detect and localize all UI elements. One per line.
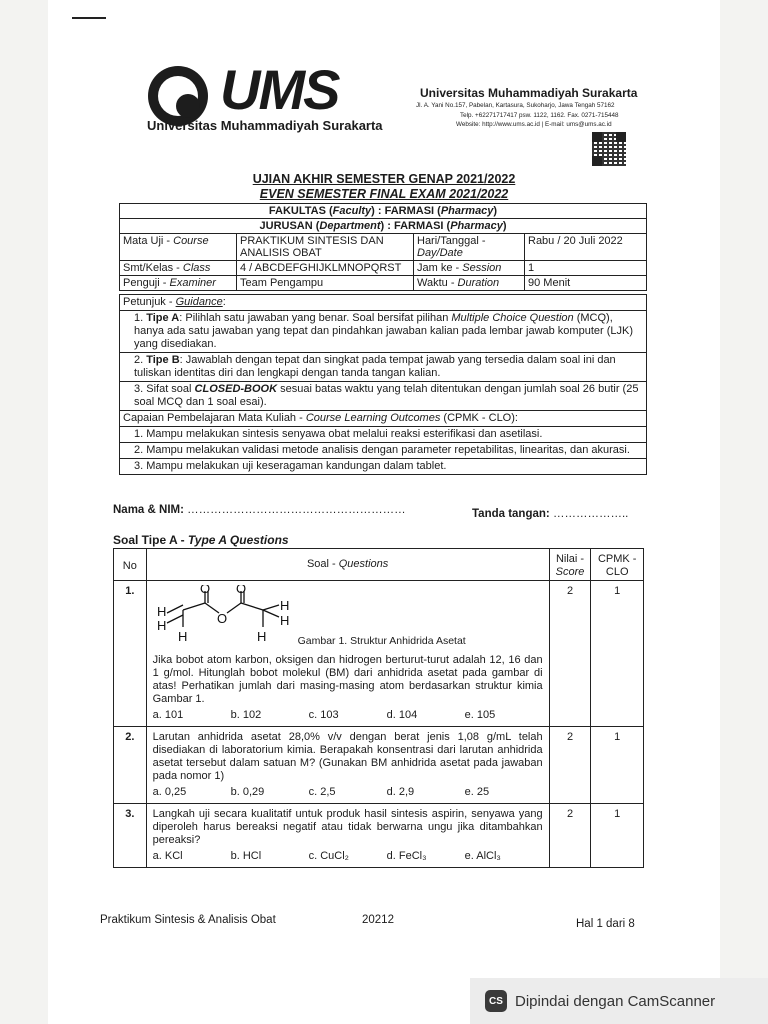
exam-title: UJIAN AKHIR SEMESTER GENAP 2021/2022 [252, 172, 516, 186]
question-row: 2. Larutan anhidrida asetat 28,0% v/v dengan berat jenis 1,08 g/mL telah disediakan di laboratorium kimia. Berapakah konsentrasi dari larutan anhidrida asetat tersebut dalam satuan M? (Gunakan BM anhidrida asetat pada jawaban pada nomor 1) a. 0,25 b. 0,29 c. 2,5 d. 2,9 e. 25 2 1 [114, 727, 644, 804]
name-nim-field[interactable]: Nama & NIM: ………………………………………………… [113, 504, 406, 516]
guidance-item-2: 2. Tipe B: Jawablah dengan tepat dan singkat pada tempat jawab yang tersedia dalam soal ini dan tuliskan identitas diri dan lengkapi dengan tanda tangan kalian. [120, 353, 647, 382]
guidance-label: Petunjuk - Guidance: [120, 295, 647, 311]
phone: Telp. +62271717417 psw. 1122, 1162. Fax. 0271-715448 [460, 112, 619, 119]
session-label: Jam ke - Session [414, 261, 525, 276]
svg-text:H: H [279, 613, 290, 628]
question-row: 1. H H H O O O H H H Gambar 1. Struktur Anhidrida Asetat Jika bobot atom karbon, oksigen dan hidrogen berturut-turut adalah 12, 16 dan 1 g/mol. Hitunglah bobot molekul (BM) dari anhidrida asetat pada gambar di atas! Perhatikan jumlah dari masing-masing atom berdasarkan struktur kimia Gambar 1. a. 101 b. 102 c. 103 d. 104 e. 105 2 1 [114, 581, 644, 727]
option-d[interactable]: d. FeCl₃ [386, 850, 427, 862]
signature-field[interactable]: Tanda tangan: ……………….. [472, 508, 629, 520]
logo-subtitle: Universitas Muhammadiyah Surakarta [147, 118, 383, 133]
clo-item-2: 2. Mampu melakukan validasi metode analisis dengan parameter repetabilitas, linearitas, dan akurasi. [120, 443, 647, 459]
date-label: Hari/Tanggal - Day/Date [414, 234, 525, 261]
svg-text:H: H [156, 618, 167, 633]
exam-title-en: EVEN SEMESTER FINAL EXAM 2021/2022 [259, 187, 509, 201]
question-row: 3. Langkah uji secara kualitatif untuk produk hasil sintesis aspirin, senyawa yang diperoleh harus bereaksi negatif atau tidak berwarna ungu jika ditambahkan pereaksi? a. KCl b. HCl c. CuCl₂ d. FeCl₃ e. AlCl₃ 2 1 [114, 804, 644, 868]
department-row: JURUSAN (Department) : FARMASI (Pharmacy) [120, 219, 647, 234]
footer-course: Praktikum Sintesis & Analisis Obat [100, 914, 276, 926]
figure-caption: Gambar 1. Struktur Anhidrida Asetat [297, 635, 466, 647]
score-cell: 2 [549, 804, 591, 868]
camscanner-icon: CS [485, 990, 507, 1012]
university-seal-icon [148, 66, 208, 126]
svg-text:O: O [216, 611, 227, 626]
question-text: Jika bobot atom karbon, oksigen dan hidrogen berturut-turut adalah 12, 16 dan 1 g/mol. Hitunglah bobot molekul (BM) dari anhidrida asetat pada gambar di atas! Perhatikan jumlah dari masing-masing atom berdasarkan struktur kimia Gambar 1. [152, 654, 543, 705]
score-cell: 2 [549, 727, 591, 804]
answer-options [153, 786, 543, 799]
acetic-anhydride-structure [153, 585, 303, 647]
address: Jl. A. Yani No.157, Pabelan, Kartasura, Sukoharjo, Jawa Tengah 57162 [416, 102, 615, 109]
guidance-item-3: 3. Sifat soal CLOSED-BOOK sesuai batas waktu yang telah ditentukan dengan jumlah soal 26 butir (25 soal MCQ dan 1 soal esai). [120, 382, 647, 411]
col-no: No [114, 549, 147, 581]
option-b[interactable]: b. 0,29 [230, 786, 265, 798]
question-text: Larutan anhidrida asetat 28,0% v/v dengan berat jenis 1,08 g/mL telah disediakan di laboratorium kimia. Berapakah konsentrasi dari larutan anhidrida asetat tersebut dalam satuan M? (Gunakan BM anhidrida asetat pada jawaban pada nomor 1) [152, 731, 543, 782]
svg-text:O: O [235, 585, 246, 596]
faculty-row: FAKULTAS (Faculty) : FARMASI (Pharmacy) [120, 204, 647, 219]
class-value: 4 / ABCDEFGHIJKLMNOPQRST [237, 261, 414, 276]
duration-value: 90 Menit [525, 276, 647, 291]
guidance-item-1: 1. Tipe A: Pilihlah satu jawaban yang benar. Soal bersifat pilihan Multiple Choice Question (MCQ), hanya ada satu jawaban yang tepat dan pindahkan jawaban kalian pada lembar jawab komputer (LJK) yang disediakan. [120, 311, 647, 353]
university-name: Universitas Muhammadiyah Surakarta [420, 86, 638, 100]
footer-page: Hal 1 dari 8 [576, 918, 635, 930]
clo-cell: 1 [591, 804, 644, 868]
svg-text:H: H [279, 598, 290, 613]
question-text: Langkah uji secara kualitatif untuk produk hasil sintesis aspirin, senyawa yang diperoleh harus bereaksi negatif atau tidak berwarna ungu jika ditambahkan pereaksi? [152, 808, 543, 846]
course-value: PRAKTIKUM SINTESIS DAN ANALISIS OBAT [237, 234, 414, 261]
option-a[interactable]: a. 0,25 [152, 786, 187, 798]
col-score: Nilai - Score [549, 549, 591, 581]
footer-code: 20212 [362, 914, 394, 926]
clo-cell: 1 [591, 581, 644, 727]
scan-mark [72, 17, 106, 19]
date-value: Rabu / 20 Juli 2022 [525, 234, 647, 261]
option-c[interactable]: c. 2,5 [308, 786, 336, 798]
option-a[interactable]: a. KCl [152, 850, 183, 862]
option-c[interactable]: c. CuCl₂ [308, 850, 349, 862]
clo-label: Capaian Pembelajaran Mata Kuliah - Course Learning Outcomes (CPMK - CLO): [120, 411, 647, 427]
option-b[interactable]: b. HCl [230, 850, 262, 862]
answer-options [153, 850, 543, 863]
option-e[interactable]: e. AlCl₃ [464, 850, 501, 862]
col-clo: CPMK - CLO [591, 549, 644, 581]
duration-label: Waktu - Duration [414, 276, 525, 291]
clo-item-1: 1. Mampu melakukan sintesis senyawa obat melalui reaksi esterifikasi dan asetilasi. [120, 427, 647, 443]
svg-text:H: H [177, 629, 188, 644]
section-title: Soal Tipe A - Type A Questions [113, 533, 289, 547]
clo-item-3: 3. Mampu melakukan uji keseragaman kandungan dalam tablet. [120, 459, 647, 475]
questions-table [113, 548, 644, 868]
guidance-table [119, 294, 647, 475]
clo-cell: 1 [591, 727, 644, 804]
camscanner-text: Dipindai dengan CamScanner [515, 992, 716, 1010]
course-label: Mata Uji - Course [120, 234, 237, 261]
svg-text:H: H [156, 604, 167, 619]
ums-logo: UMS [220, 58, 339, 121]
class-label: Smt/Kelas - Class [120, 261, 237, 276]
svg-text:H: H [256, 629, 267, 644]
col-soal: Soal - Questions [146, 549, 549, 581]
option-d[interactable]: d. 104 [386, 709, 418, 721]
session-value: 1 [525, 261, 647, 276]
exam-info-table [119, 203, 647, 291]
option-b[interactable]: b. 102 [230, 709, 262, 721]
svg-text:O: O [199, 585, 210, 596]
option-d[interactable]: d. 2,9 [386, 786, 415, 798]
option-c[interactable]: c. 103 [308, 709, 339, 721]
answer-options [153, 709, 543, 722]
option-e[interactable]: e. 25 [464, 786, 490, 798]
examiner-label: Penguji - Examiner [120, 276, 237, 291]
examiner-value: Team Pengampu [237, 276, 414, 291]
option-a[interactable]: a. 101 [152, 709, 184, 721]
score-cell: 2 [549, 581, 591, 727]
website: Website: http://www.ums.ac.id | E-mail: ums@ums.ac.id [456, 121, 612, 128]
camscanner-watermark [470, 978, 768, 1024]
qr-code-icon [592, 132, 626, 166]
option-e[interactable]: e. 105 [464, 709, 496, 721]
